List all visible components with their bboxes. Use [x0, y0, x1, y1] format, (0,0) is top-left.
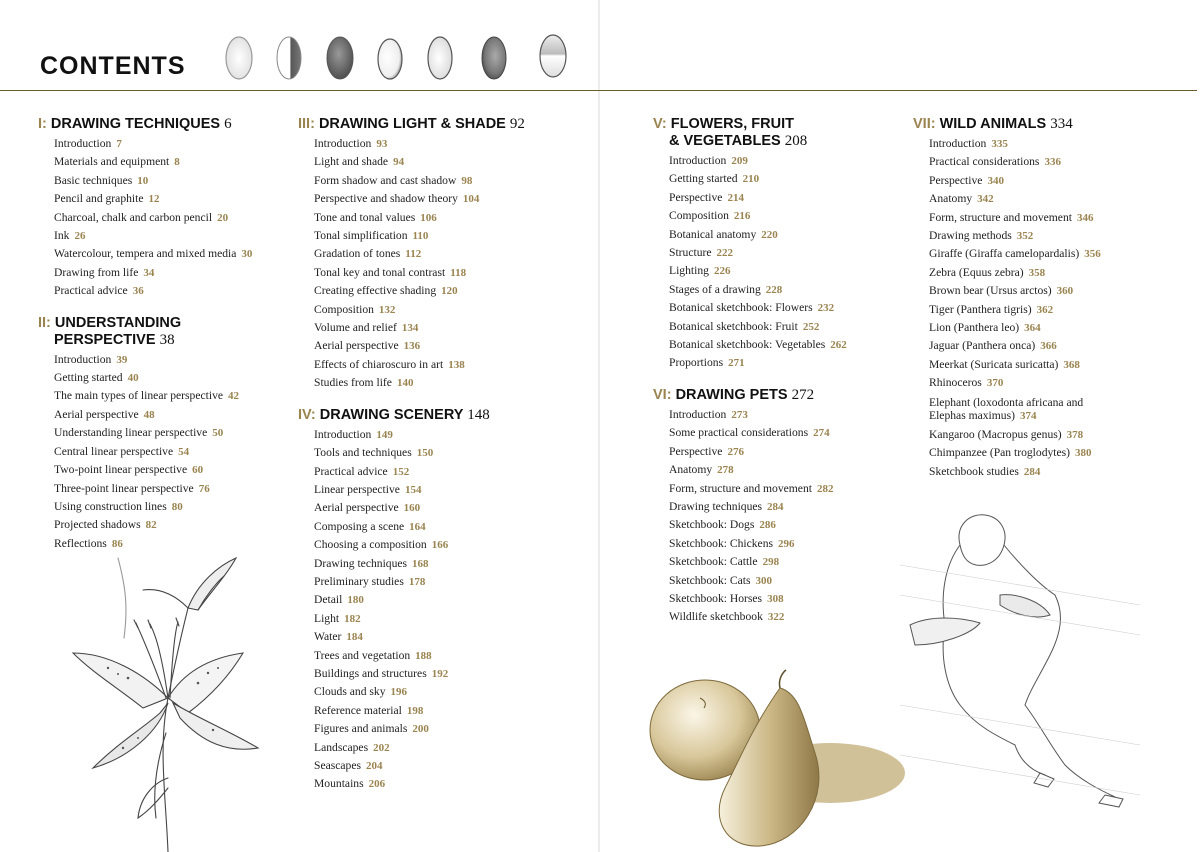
section-heading[interactable]: I: DRAWING TECHNIQUES 6: [38, 116, 232, 132]
toc-entry[interactable]: Composition 216: [669, 209, 751, 223]
toc-entry[interactable]: Proportions 271: [669, 356, 745, 370]
toc-entry[interactable]: Volume and relief 134: [314, 321, 419, 335]
section-heading[interactable]: IV: DRAWING SCENERY 148: [298, 406, 490, 423]
toc-entry[interactable]: Rhinoceros 370: [929, 376, 1004, 390]
toc-section: [298, 116, 588, 393]
toc-column-1: [38, 116, 288, 562]
toc-entry[interactable]: Creating effective shading 120: [314, 284, 458, 298]
toc-entry[interactable]: Practical advice 152: [314, 464, 410, 478]
toc-entry[interactable]: Tools and techniques 150: [314, 446, 434, 460]
toc-section: [38, 116, 288, 301]
toc-entry[interactable]: Aerial perspective 160: [314, 501, 421, 515]
toc-entry[interactable]: Introduction 149: [314, 427, 393, 441]
toc-entry[interactable]: Botanical sketchbook: Fruit 252: [669, 319, 820, 333]
toc-section: [653, 116, 903, 373]
toc-entry[interactable]: Jaguar (Panthera onca) 366: [929, 339, 1057, 353]
toc-entry[interactable]: Tonal key and tonal contrast 118: [314, 265, 467, 279]
toc-entry[interactable]: Getting started 40: [54, 371, 139, 385]
page-gutter: [598, 0, 600, 852]
toc-entry[interactable]: Reference material 198: [314, 703, 424, 717]
toc-entry[interactable]: Botanical anatomy 220: [669, 227, 778, 241]
section-heading[interactable]: III: DRAWING LIGHT & SHADE 92: [298, 116, 525, 132]
toc-entry[interactable]: Materials and equipment 8: [54, 155, 180, 169]
toc-entry[interactable]: Projected shadows 82: [54, 518, 157, 532]
toc-entry[interactable]: Buildings and structures 192: [314, 666, 449, 680]
toc-entry[interactable]: Mountains 206: [314, 777, 386, 791]
toc-entry[interactable]: Detail 180: [314, 593, 364, 607]
toc-entry[interactable]: Brown bear (Ursus arctos) 360: [929, 284, 1074, 298]
toc-column-4: [913, 116, 1188, 490]
toc-entry[interactable]: Perspective and shadow theory 104: [314, 192, 480, 206]
toc-entry[interactable]: Watercolour, tempera and mixed media 30: [54, 247, 253, 261]
toc-entry[interactable]: Lion (Panthera leo) 364: [929, 321, 1041, 335]
toc-entry[interactable]: Ink 26: [54, 229, 86, 243]
toc-entry[interactable]: Form, structure and movement 282: [669, 481, 834, 495]
toc-entry[interactable]: Zebra (Equus zebra) 358: [929, 265, 1046, 279]
toc-entry[interactable]: Tiger (Panthera tigris) 362: [929, 302, 1054, 316]
toc-entry[interactable]: Drawing methods 352: [929, 229, 1034, 243]
toc-section: [653, 387, 903, 627]
toc-entry[interactable]: Botanical sketchbook: Flowers 232: [669, 301, 835, 315]
toc-entry[interactable]: Introduction 335: [929, 137, 1008, 150]
toc-entry[interactable]: Seascapes 204: [314, 759, 383, 772]
toc-entry[interactable]: Gradation of tones 112: [314, 247, 422, 261]
section-heading[interactable]: V: FLOWERS, FRUIT & VEGETABLES 208: [653, 116, 808, 149]
toc-entry[interactable]: Practical considerations 336: [929, 155, 1061, 169]
toc-entry[interactable]: Anatomy 278: [669, 463, 734, 477]
header-rule: [0, 90, 1197, 91]
toc-entry[interactable]: Three-point linear perspective 76: [54, 481, 210, 495]
toc-entry[interactable]: Linear perspective 154: [314, 482, 422, 496]
toc-entry[interactable]: Lighting 226: [669, 264, 731, 278]
section-heading[interactable]: II: UNDERSTANDING PERSPECTIVE 38: [38, 314, 182, 348]
toc-entry[interactable]: Introduction 39: [54, 352, 128, 366]
toc-entry[interactable]: Form, structure and movement 346: [929, 210, 1094, 224]
toc-entry[interactable]: Tone and tonal values 106: [314, 210, 437, 224]
toc-entry[interactable]: Preliminary studies 178: [314, 574, 426, 588]
toc-section: [913, 116, 1188, 481]
toc-entry[interactable]: Effects of chiaroscuro in art 138: [314, 357, 465, 371]
toc-entry[interactable]: Water 184: [314, 630, 363, 644]
toc-entry[interactable]: Aerial perspective 136: [314, 339, 421, 353]
lily-sketch-illustration: [48, 548, 278, 852]
toc-entry[interactable]: Giraffe (Giraffa camelopardalis) 356: [929, 247, 1101, 261]
toc-entry[interactable]: Kangaroo (Macropus genus) 378: [929, 427, 1084, 441]
toc-entry[interactable]: Introduction 7: [54, 137, 122, 150]
toc-entry[interactable]: Elephant (loxodonta africana and Elephas maximus) 374: [929, 395, 1084, 422]
toc-entry[interactable]: Anatomy 342: [929, 192, 994, 206]
toc-entry[interactable]: Studies from life 140: [314, 376, 414, 390]
page-title: CONTENTS: [40, 52, 186, 80]
toc-entry[interactable]: The main types of linear perspective 42: [54, 389, 240, 403]
toc-entry[interactable]: Central linear perspective 54: [54, 444, 190, 458]
toc-entry[interactable]: Getting started 210: [669, 172, 760, 186]
toc-entry[interactable]: Meerkat (Suricata suricatta) 368: [929, 357, 1080, 371]
toc-entry[interactable]: Botanical sketchbook: Vegetables 262: [669, 338, 847, 352]
toc-entry[interactable]: Understanding linear perspective 50: [54, 426, 224, 440]
toc-entry[interactable]: Trees and vegetation 188: [314, 648, 432, 662]
toc-entry[interactable]: Pencil and graphite 12: [54, 192, 160, 206]
toc-entry[interactable]: Drawing techniques 284: [669, 499, 784, 513]
toc-entry[interactable]: Wildlife sketchbook 322: [669, 610, 785, 624]
toc-column-3: [653, 116, 903, 636]
toc-entry[interactable]: Perspective 340: [929, 173, 1004, 187]
section-heading[interactable]: VII: WILD ANIMALS 334: [913, 116, 1073, 132]
toc-entry[interactable]: Drawing from life 34: [54, 265, 155, 279]
toc-entry[interactable]: Sketchbook: Chickens 296: [669, 536, 795, 550]
toc-entry[interactable]: Light and shade 94: [314, 155, 405, 169]
reclining-figure-sketch-illustration: [900, 505, 1140, 815]
toc-entry[interactable]: Two-point linear perspective 60: [54, 463, 204, 477]
toc-entry[interactable]: Introduction 209: [669, 154, 748, 167]
toc-entry[interactable]: Introduction 273: [669, 407, 748, 421]
toc-entry[interactable]: Clouds and sky 196: [314, 685, 407, 699]
egg-shading-studies-illustration: [224, 32, 574, 84]
toc-entry[interactable]: Structure 222: [669, 246, 733, 260]
toc-section: [298, 407, 588, 794]
toc-entry[interactable]: Perspective 276: [669, 444, 744, 458]
toc-entry[interactable]: Choosing a composition 166: [314, 538, 449, 552]
toc-entry[interactable]: Perspective 214: [669, 190, 744, 204]
toc-entry[interactable]: Form shadow and cast shadow 98: [314, 173, 473, 187]
toc-entry[interactable]: Using construction lines 80: [54, 499, 183, 513]
toc-entry[interactable]: Introduction 93: [314, 137, 388, 150]
toc-entry[interactable]: Practical advice 36: [54, 284, 144, 298]
toc-entry[interactable]: Some practical considerations 274: [669, 426, 830, 440]
toc-entry[interactable]: Reflections 86: [54, 536, 123, 550]
toc-section: [38, 315, 288, 553]
toc-entry[interactable]: Basic techniques 10: [54, 173, 149, 187]
toc-entry[interactable]: Tonal simplification 110: [314, 229, 429, 243]
fruit-sketch-illustration: [630, 668, 920, 852]
toc-entry[interactable]: Composition 132: [314, 302, 396, 316]
toc-entry[interactable]: Drawing techniques 168: [314, 556, 429, 570]
toc-entry[interactable]: Charcoal, chalk and carbon pencil 20: [54, 210, 229, 224]
toc-entry[interactable]: Sketchbook: Cats 300: [669, 573, 772, 587]
toc-entry[interactable]: Sketchbook: Cattle 298: [669, 555, 780, 569]
toc-entry[interactable]: Aerial perspective 48: [54, 407, 155, 421]
toc-entry[interactable]: Figures and animals 200: [314, 722, 429, 736]
toc-entry[interactable]: Composing a scene 164: [314, 519, 426, 533]
toc-column-2: [298, 116, 588, 803]
toc-entry[interactable]: Sketchbook studies 284: [929, 464, 1041, 478]
section-heading[interactable]: VI: DRAWING PETS 272: [653, 386, 815, 403]
toc-entry[interactable]: Sketchbook: Dogs 286: [669, 518, 776, 532]
toc-entry[interactable]: Sketchbook: Horses 308: [669, 591, 784, 605]
toc-entry[interactable]: Chimpanzee (Pan troglodytes) 380: [929, 446, 1092, 460]
toc-entry[interactable]: Stages of a drawing 228: [669, 282, 783, 296]
toc-entry[interactable]: Landscapes 202: [314, 740, 390, 754]
toc-entry[interactable]: Light 182: [314, 611, 361, 625]
